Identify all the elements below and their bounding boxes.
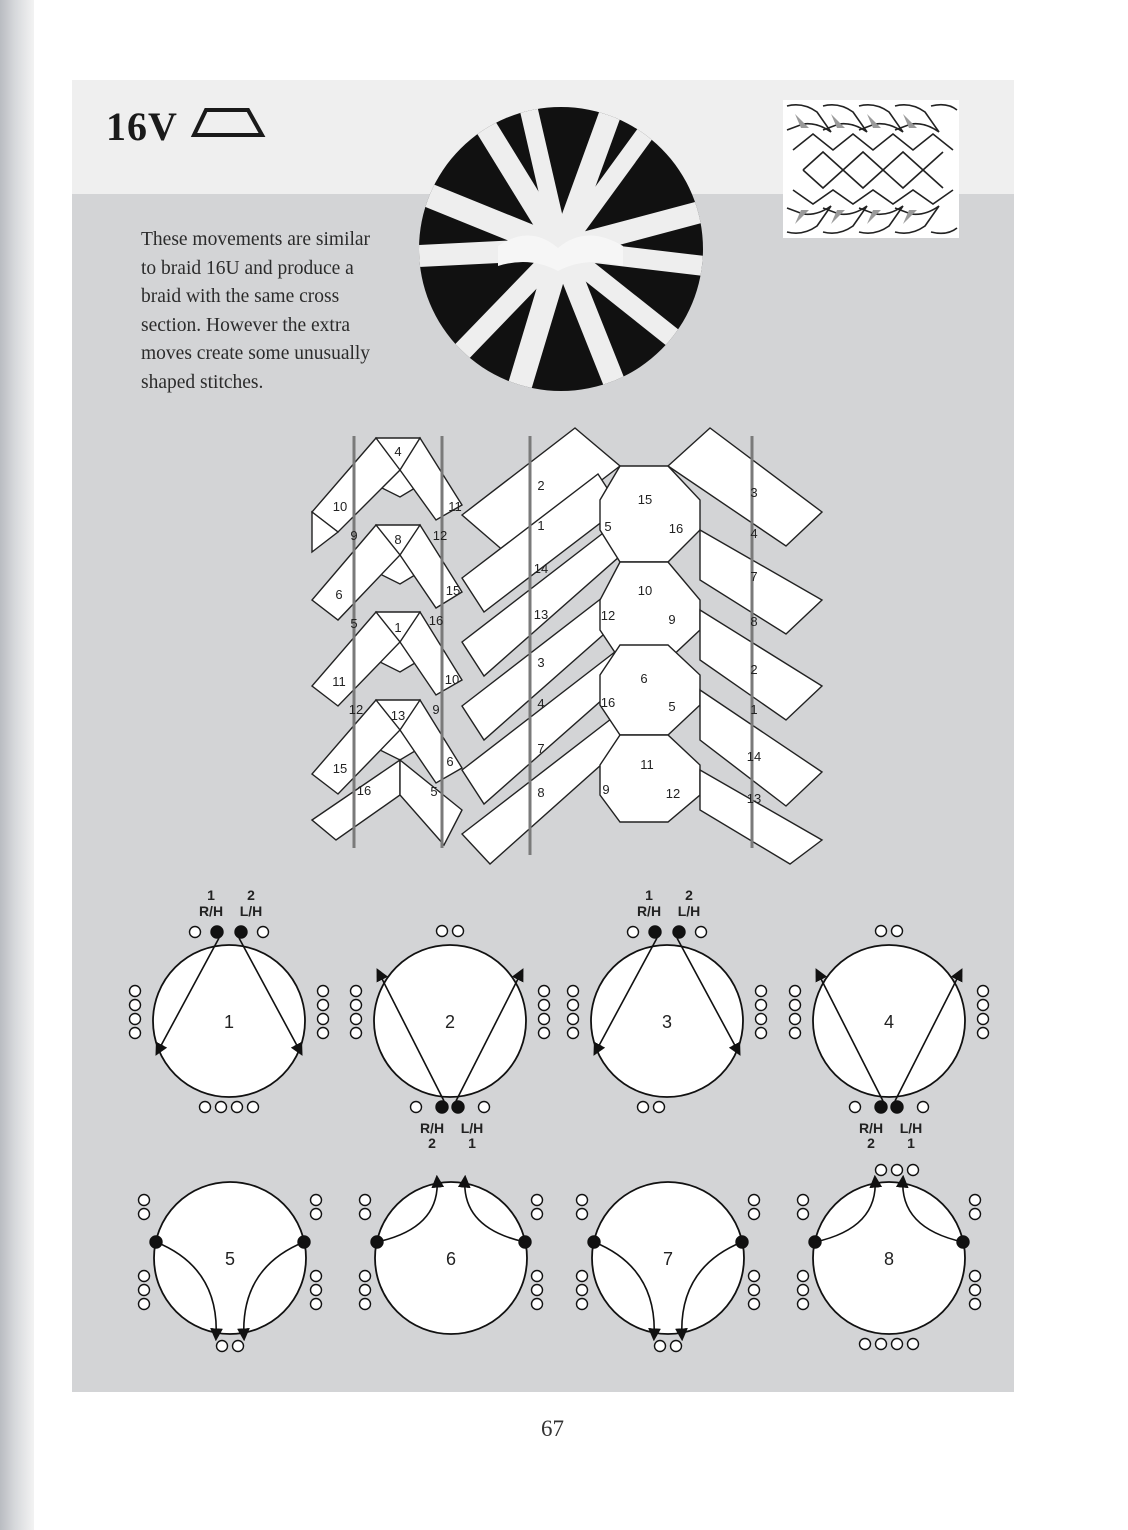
move-hand-label: L/H (899, 1120, 923, 1136)
diagram-stitch-label: 13 (533, 607, 549, 622)
diagram-stitch-label: 4 (537, 696, 545, 711)
diagram-stitch-label: 6 (640, 671, 648, 686)
diagram-stitch-label: 5 (430, 784, 438, 799)
move-hand-label: 1 (907, 1135, 915, 1151)
diagram-stitch-label: 1 (394, 620, 402, 635)
move-number: 8 (883, 1249, 895, 1269)
diagram-stitch-label: 12 (348, 702, 364, 717)
move-number: 6 (445, 1249, 457, 1269)
diagram-stitch-label: 7 (537, 741, 545, 756)
move-diagram-4 (790, 926, 989, 1152)
diagram-stitch-label: 3 (537, 655, 545, 670)
diagram-stitch-label: 9 (602, 782, 610, 797)
move-diagram-1 (130, 887, 329, 1113)
move-hand-label: L/H (677, 903, 701, 919)
diagram-stitch-label: 4 (750, 526, 758, 541)
diagram-stitch-label: 8 (750, 614, 758, 629)
diagram-stitch-label: 2 (750, 662, 758, 677)
move-hand-label: 1 (645, 887, 653, 903)
diagram-stitch-label: 13 (390, 708, 406, 723)
intro-line: moves create some unusually (141, 343, 371, 364)
diagram-stitch-label: 10 (332, 499, 348, 514)
diagram-stitch-label: 16 (600, 695, 616, 710)
diagram-stitch-label: 5 (350, 616, 358, 631)
diagram-stitch-label: 12 (600, 608, 616, 623)
diagram-stitch-label: 15 (445, 583, 461, 598)
intro-line: These movements are similar (141, 229, 371, 250)
diagram-stitch-label: 14 (746, 749, 762, 764)
move-diagram-5 (139, 1182, 322, 1352)
move-hand-label: L/H (239, 903, 263, 919)
diagram-stitch-label: 13 (746, 791, 762, 806)
move-number: 4 (883, 1012, 895, 1032)
diagram-stitch-label: 15 (332, 761, 348, 776)
diagram-stitch-label: 7 (750, 569, 758, 584)
diagram-stitch-label: 11 (448, 499, 462, 514)
move-hand-label: R/H (858, 1120, 884, 1136)
move-hand-label: 1 (468, 1135, 476, 1151)
braid-title: 16V (106, 104, 178, 149)
diagram-stitch-label: 10 (444, 672, 460, 687)
move-hand-label: 1 (207, 887, 215, 903)
move-hand-label: 2 (247, 887, 255, 903)
move-hand-label: R/H (636, 903, 662, 919)
diagram-stitch-label: 4 (394, 444, 402, 459)
page-number: 67 (541, 1416, 564, 1441)
intro-line: braid with the same cross (141, 286, 340, 307)
move-hand-label: L/H (460, 1120, 484, 1136)
diagram-stitch-label: 10 (637, 583, 653, 598)
move-diagram-3 (568, 887, 767, 1113)
diagram-stitch-label: 6 (335, 587, 343, 602)
move-hand-label: 2 (428, 1135, 436, 1151)
move-hand-label: 2 (867, 1135, 875, 1151)
diagram-stitch-label: 1 (537, 518, 545, 533)
diagram-stitch-label: 1 (750, 702, 758, 717)
move-number: 1 (223, 1012, 235, 1032)
intro-line: to braid 16U and produce a (141, 257, 354, 279)
move-diagram-8 (798, 1165, 981, 1350)
move-hand-label: 2 (685, 887, 693, 903)
diagram-stitch-label: 5 (604, 519, 612, 534)
diagram-stitch-label: 11 (332, 674, 346, 689)
diagram-stitch-label: 12 (665, 786, 681, 801)
diagram-stitch-label: 9 (350, 528, 358, 543)
move-number: 5 (224, 1249, 236, 1269)
diagram-stitch-label: 2 (537, 478, 545, 493)
move-diagram-6 (360, 1178, 543, 1334)
diagram-stitch-label: 3 (750, 485, 758, 500)
move-number: 7 (662, 1249, 674, 1269)
diagram-stitch-label: 16 (428, 613, 444, 628)
diagram-stitch-label: 9 (668, 612, 676, 627)
move-hand-label: R/H (419, 1120, 445, 1136)
diagram-stitch-label: 16 (668, 521, 684, 536)
move-diagram-7 (577, 1182, 760, 1352)
move-number: 3 (661, 1012, 673, 1032)
intro-line: shaped stitches. (141, 371, 264, 393)
diagram-stitch-label: 8 (394, 532, 402, 547)
diagram-stitch-label: 15 (637, 492, 653, 507)
diagram-stitch-label: 9 (432, 702, 440, 717)
diagram-stitch-label: 8 (537, 785, 545, 800)
diagram-stitch-label: 6 (446, 754, 454, 769)
diagram-stitch-label: 5 (668, 699, 676, 714)
diagram-stitch-label: 16 (356, 783, 372, 798)
move-hand-label: R/H (198, 903, 224, 919)
diagram-stitch-label: 12 (432, 528, 448, 543)
diagram-stitch-label: 11 (640, 757, 654, 772)
diagram-stitch-label: 14 (533, 561, 549, 576)
intro-line: section. However the extra (141, 314, 350, 336)
move-number: 2 (444, 1012, 456, 1032)
move-diagram-2 (351, 926, 550, 1152)
